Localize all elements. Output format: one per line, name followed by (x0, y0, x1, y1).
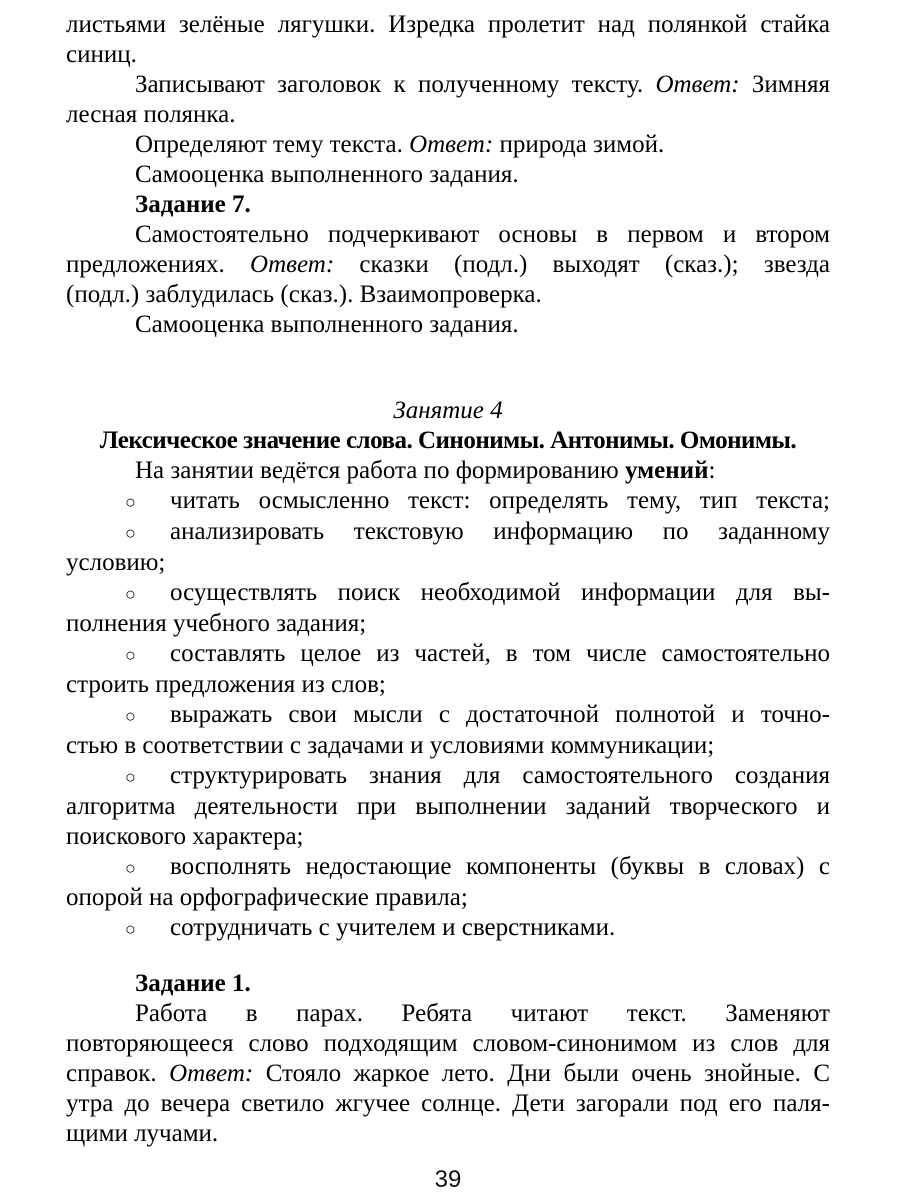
text-line (66, 1089, 830, 1119)
text-segment: Работа в парах. Ребята читают текст. Заменяют (135, 1000, 830, 1027)
text-segment: Лексическое значение слова. Синонимы. Антонимы. Омонимы. (99, 427, 797, 454)
list-item-line (66, 852, 830, 883)
text-segment: анализировать текстовую информацию по заданному (170, 518, 830, 545)
text-segment: На занятии ведётся работа по формированию (135, 457, 625, 484)
section-gap (66, 340, 830, 396)
list-item-line (66, 486, 830, 517)
text-line (66, 792, 830, 822)
text-segment: поискового характера; (66, 823, 304, 850)
text-segment: Определяют тему текста. (135, 131, 410, 158)
text-segment: Записывают заголовок к полученному тексту. (135, 71, 656, 98)
text-line (66, 70, 830, 100)
text-segment: умений (624, 457, 709, 484)
text-segment: справок. (66, 1060, 170, 1087)
text-segment: сказки (подл.) выходят (сказ.); звезда (334, 251, 830, 278)
text-line (66, 731, 830, 761)
section-gap (66, 944, 830, 969)
lesson-heading (66, 396, 830, 426)
list-item-line (66, 700, 830, 731)
list-bullet-icon: ○ (125, 858, 136, 878)
text-segment: стью в соответствии с задачами и условиями коммуникации; (66, 732, 715, 759)
text-line (66, 999, 830, 1029)
text-segment: опорой на орфографические правила; (66, 884, 468, 911)
text-line (66, 130, 830, 160)
text-segment: Самооценка выполненного задания. (135, 161, 519, 188)
text-segment: Стояло жаркое лето. Дни были очень знойные. С (253, 1060, 830, 1087)
list-item-line (66, 639, 830, 670)
text-line (66, 609, 830, 639)
text-segment: структурировать знания для самостоятельного создания (170, 762, 830, 789)
text-segment: Ответ: (169, 1060, 254, 1087)
text-segment: сотрудничать с учителем и сверстниками. (170, 914, 616, 941)
page-content (66, 10, 830, 1195)
text-segment: Зимняя (739, 71, 830, 98)
text-segment: Ответ: (655, 71, 740, 98)
text-segment: Самооценка выполненного задания. (135, 311, 519, 338)
text-line (66, 548, 830, 578)
text-segment: повторяющееся слово подходящим словом-синонимом из слов для (66, 1030, 830, 1057)
page-number: 39 (434, 1166, 462, 1193)
text-segment: читать осмысленно текст: определять тему, тип текста; (170, 487, 830, 514)
text-segment: полнения учебного задания; (66, 610, 367, 637)
text-segment: синиц. (66, 41, 137, 68)
list-bullet-icon: ○ (125, 523, 136, 543)
text-segment: Ответ: (250, 251, 335, 278)
text-segment: Задание 1. (135, 970, 251, 997)
text-segment: утра до вечера светило жгучее солнце. Дети загорали под его паля- (66, 1090, 830, 1117)
text-segment: Занятие 4 (393, 397, 503, 424)
text-segment: лесная полянка. (66, 101, 236, 128)
text-segment: алгоритма деятельности при выполнении заданий творческого и (66, 793, 830, 820)
text-line (66, 100, 830, 130)
text-segment: выражать свои мысли с достаточной полнотой и точно- (170, 701, 830, 728)
list-bullet-icon: ○ (125, 645, 136, 665)
lesson-title (66, 426, 830, 456)
text-segment: листьями зелёные лягушки. Изредка пролетит над полянкой стайка (66, 11, 830, 38)
list-bullet-icon: ○ (125, 767, 136, 787)
text-segment: (подл.) заблудилась (сказ.). Взаимопроверка. (66, 281, 542, 308)
task-heading (66, 969, 830, 999)
text-segment: строить предложения из слов; (66, 671, 386, 698)
text-line (66, 1119, 830, 1149)
text-line (66, 1029, 830, 1059)
list-bullet-icon: ○ (125, 492, 136, 512)
text-line (66, 160, 830, 190)
text-line (66, 280, 830, 310)
list-item-line (66, 578, 830, 609)
text-line (66, 670, 830, 700)
text-segment: восполнять недостающие компоненты (буквы в словах) с (170, 853, 830, 880)
text-segment: предложениях. (66, 251, 251, 278)
text-line (66, 1059, 830, 1089)
text-segment: условию; (66, 549, 166, 576)
list-item-line (66, 517, 830, 548)
text-line (66, 220, 830, 250)
task-heading (66, 190, 830, 220)
text-line (66, 250, 830, 280)
text-line (66, 822, 830, 852)
list-bullet-icon: ○ (125, 706, 136, 726)
text-segment: природа зимой. (493, 131, 665, 158)
text-segment: : (708, 457, 716, 484)
text-line (66, 456, 830, 486)
text-line (66, 10, 830, 40)
list-bullet-icon: ○ (125, 584, 136, 604)
text-line (66, 40, 830, 70)
text-segment: Задание 7. (135, 191, 251, 218)
text-segment: щими лучами. (66, 1120, 219, 1147)
text-segment: составлять целое из частей, в том числе самостоятельно (170, 640, 830, 667)
text-line (66, 310, 830, 340)
text-segment: Ответ: (409, 131, 494, 158)
list-bullet-icon: ○ (125, 919, 136, 939)
list-item-line (66, 761, 830, 792)
list-item-line (66, 913, 830, 944)
text-segment: Самостоятельно подчеркивают основы в первом и втором (135, 221, 830, 248)
text-segment: осуществлять поиск необходимой информации для вы- (170, 579, 830, 606)
text-line (66, 883, 830, 913)
